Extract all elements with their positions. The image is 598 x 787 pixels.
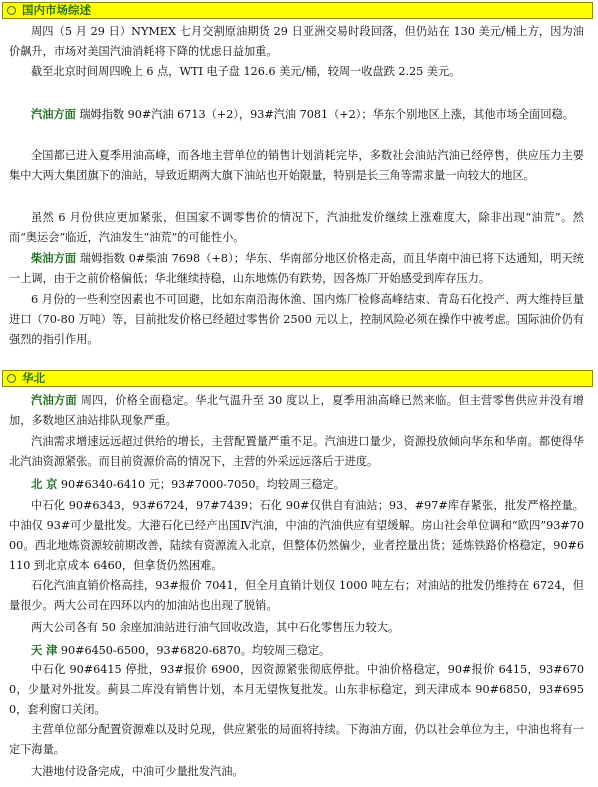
paragraph: 石化汽油直销价格高挂，93#报价 7041，但全月直销计划仅 1000 吨左右；对油站的批发仍维持在 6724，但量很少。两大公司在四环以内的加油站也出现了脱销。 xyxy=(9,579,584,612)
paragraph: 中石化 90#6415 停批，93#报价 6900，因资源紧张彻底停批。中油价格稳定，90#报价 6415，93#6700，少量对外批发。蓟县二库没有销售计划，本月无望恢复批发。山东非标稳定，到天津成本 90#6850，93#6950，套利窗口关闭。 xyxy=(9,663,584,716)
paragraph: 全国都已进入夏季用油高峰，而各地主营单位的销售计划消耗完毕，多数社会油站汽油已经停售，供应压力主要集中大两大集团旗下的油站，导致近期两大旗下油站也开始限量，特别是长三角等需求量一向较大的地区。 xyxy=(9,149,584,182)
section-header-domestic-market xyxy=(2,2,593,19)
paragraph: 汽油需求增速远远超过供给的增长，主营配置量严重不足。汽油进口量少，资源投放倾向华东和华南。都使得华北汽油资源紧张。而目前资源价高的情况下，主营的外采远远落后于进度。 xyxy=(9,435,584,468)
keyword-gasoline: 汽油方面 xyxy=(31,393,77,407)
paragraph-gasoline: 汽油方面 周四，价格全面稳定。华北气温升至 30 度以上，夏季用油高峰已然来临。但主营零售供应并没有增加，多数地区油站排队现象严重。 xyxy=(9,393,584,427)
paragraph-tianjin: 天 津 90#6450-6500，93#6820-6870。均较周三稳定。 xyxy=(31,643,331,657)
section-header-north-china xyxy=(2,370,593,387)
keyword-tianjin: 天 津 xyxy=(31,643,58,657)
paragraph: 6 月份的一些利空因素也不可回避，比如东南沿海休渔、国内炼厂检修高峰结束、青岛石化投产、两大维持巨量进口（70-80 万吨）等，目前批发价格已经超过零售价 2500 元以上，控制风险必须在操作中被考虑。国际油价仍有强烈的指引作用。 xyxy=(9,293,584,346)
paragraph-beijing: 北 京 90#6340-6410 元；93#7000-7050。均较周三稳定。 xyxy=(31,477,345,491)
section-title: 国内市场综述 xyxy=(22,3,91,17)
keyword-diesel: 柴油方面 xyxy=(31,251,77,265)
paragraph-gasoline: 汽油方面 瑞姆指数 90#汽油 6713（+2），93#汽油 7081（+2）；华东个别地区上涨，其他市场全面回稳。 xyxy=(31,107,574,121)
paragraph: 周四（5 月 29 日）NYMEX 七月交割原油期货 29 日亚洲交易时段回落，但仍站在 130 美元/桶上方，因为油价飙升，市场对美国汽油消耗将下降的忧虑日益加重。 xyxy=(9,25,584,58)
section-title: 华北 xyxy=(22,371,45,385)
paragraph: 中石化 90#6343，93#6724，97#7439；石化 90#仅供自有油站；93、#97#库存紧张，批发严格控量。中油仅 93#可少量批发。大港石化已经产出国Ⅳ汽油，中油的汽油供应有望缓解。房山社会单位调和“欧四”93#7000。西北地炼资源较前期改善，陆续有资源流入北京，但整体仍然偏少，业者控量出货；延炼铁路价格稳定，90#6110 到北京成本 6460，但拿货仍然困难。 xyxy=(9,499,584,572)
paragraph: 大港地付设备完成，中油可少量批发汽油。 xyxy=(31,765,244,778)
paragraph-diesel: 柴油方面 瑞姆指数 0#柴油 7698（+8）；华东、华南部分地区价格走高，而且华南中油已将下达通知，明天统一上调，由于之前价格偏低；华北继续持稳，山东地炼仍有跌势，因各炼厂开始感受到库存压力。 xyxy=(9,251,584,285)
circle-bullet-icon xyxy=(7,374,16,383)
paragraph: 两大公司各有 50 余座加油站进行油气回收改造，其中石化零售压力较大。 xyxy=(31,621,400,634)
keyword-beijing: 北 京 xyxy=(31,477,58,491)
paragraph: 主营单位部分配置资源难以及时兑现，供应紧张的局面将持续。下海油方面，仍以社会单位为主，中油也将有一定下海量。 xyxy=(9,723,584,756)
paragraph: 截至北京时间周四晚上 6 点，WTI 电子盘 126.6 美元/桶，较周一收盘跌 2.25 美元。 xyxy=(31,65,461,78)
paragraph: 虽然 6 月份供应更加紧张，但国家不调零售价的情况下，汽油批发价继续上涨难度大，除非出现“油荒”。然而“奥运会”临近，汽油发生“油荒”的可能性小。 xyxy=(9,211,584,244)
circle-bullet-icon xyxy=(7,6,16,15)
keyword-gasoline: 汽油方面 xyxy=(31,107,76,121)
